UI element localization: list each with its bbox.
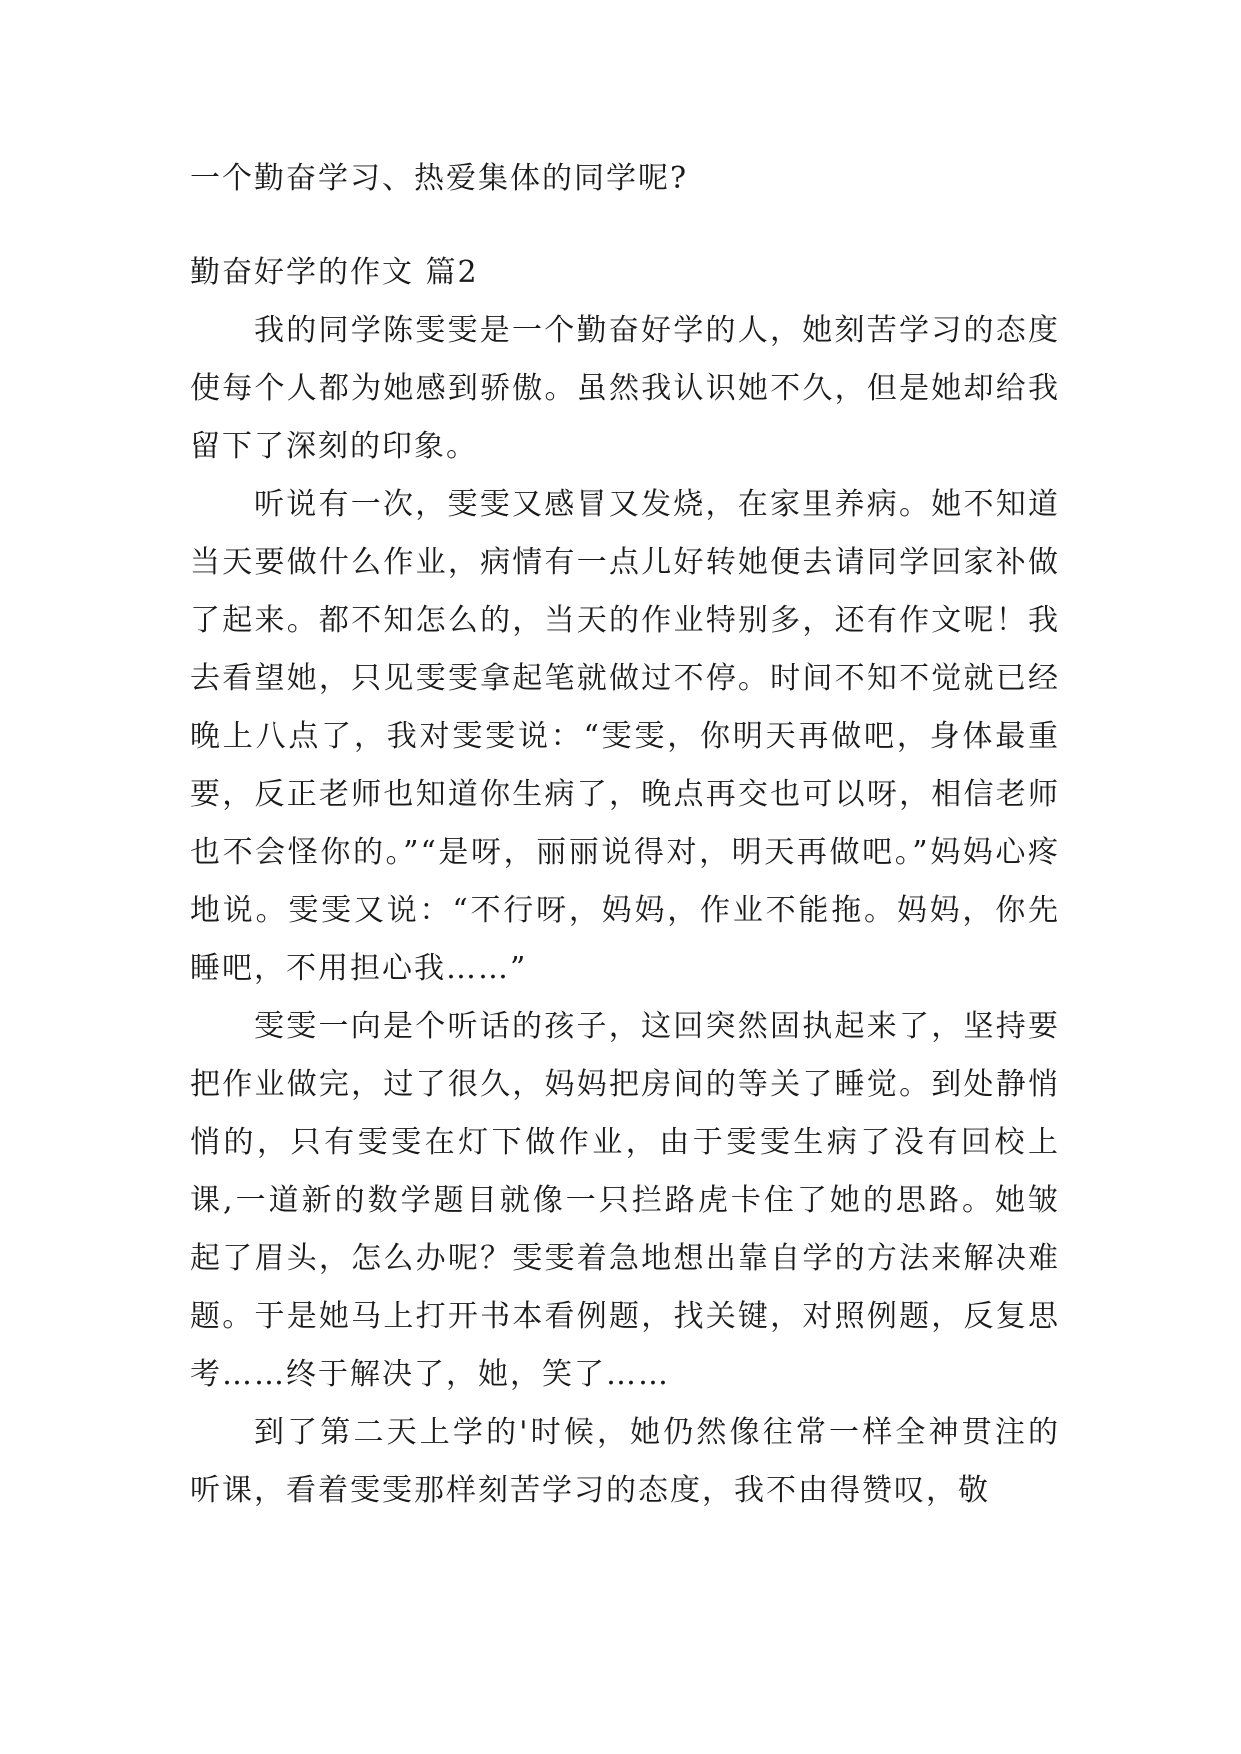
paragraph-3: 雯雯一向是个听话的孩子，这回突然固执起来了，坚持要把作业做完，过了很久，妈妈把房间的等关了睡觉。到处静悄悄的，只有雯雯在灯下做作业，由于雯雯生病了没有回校上课,一道新的数学题目就像一只拦路虎卡住了她的思路。她皱起了眉头，怎么办呢？雯雯着急地想出靠自学的方法来解决难题。于是她马上打开书本看例题，找关键，对照例题，反复思考……终于解决了，她，笑了…… [190,1009,1060,1392]
paragraph-2: 听说有一次，雯雯又感冒又发烧，在家里养病。她不知道当天要做什么作业，病情有一点儿好转她便去请同学回家补做了起来。都不知怎么的，当天的作业特别多，还有作文呢！我去看望她，只见雯雯拿起笔就做过不停。时间不知不觉就已经晚上八点了，我对雯雯说：“雯雯，你明天再做吧，身体最重要，反正老师也知道你生病了，晚点再交也可以呀，相信老师也不会怪你的。”“是呀，丽丽说得对，明天再做吧。”妈妈心疼地说。雯雯又说：“不行呀，妈妈，作业不能拖。妈妈，你先睡吧，不用担心我……” [190,487,1060,986]
paragraph-4: 到了第二天上学的'时候，她仍然像往常一样全神贯注的听课，看着雯雯那样刻苦学习的态度，我不由得赞叹，敬 [190,1415,1060,1508]
section-title: 勤奋好学的作文 篇2 [190,255,479,290]
document-body [190,150,1060,1520]
lead-line: 一个勤奋学习、热爱集体的同学呢? [190,161,689,196]
paragraph-1: 我的同学陈雯雯是一个勤奋好学的人，她刻苦学习的态度使每个人都为她感到骄傲。虽然我认识她不久，但是她却给我留下了深刻的印象。 [190,313,1060,464]
